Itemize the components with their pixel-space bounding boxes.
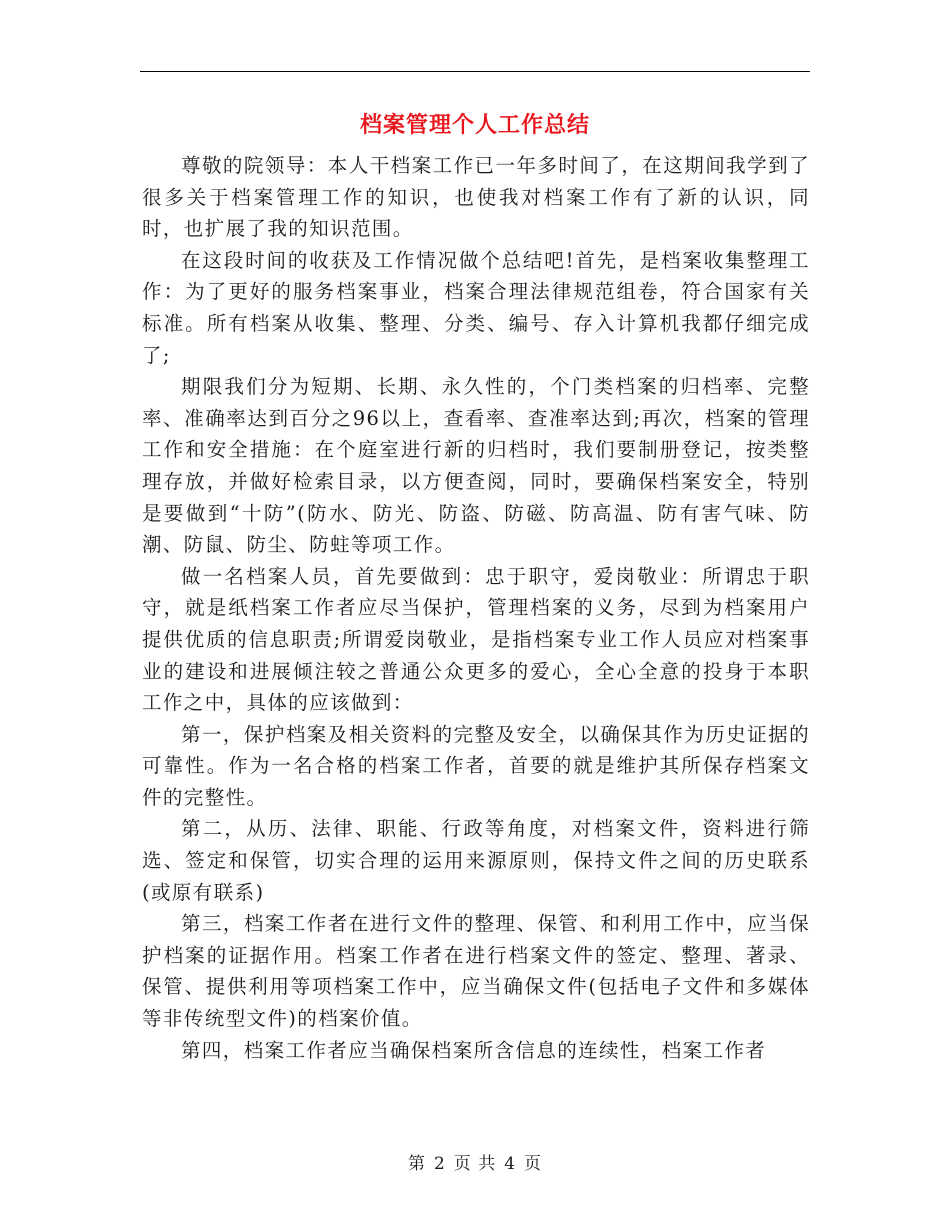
footer-prefix: 第 (407, 1154, 426, 1174)
paragraph: 期限我们分为短期、长期、永久性的，个门类档案的归档率、完整率、准确率达到百分之96以上，查看率、查准率达到;再次，档案的管理工作和安全措施：在个庭室进行新的归档时，我们要制册登记，按类整理存放，并做好检索目录，以方便查阅，同时，要确保档案安全，特别是要做到“十防”(防水、防光、防盗、防磁、防高温、防有害气味、防潮、防鼠、防尘、防蛀等项工作。 (142, 375, 810, 557)
paragraph: 尊敬的院领导：本人干档案工作已一年多时间了，在这期间我学到了很多关于档案管理工作的知识，也使我对档案工作有了新的认识，同时，也扩展了我的知识范围。 (142, 154, 810, 241)
paragraph: 第一，保护档案及相关资料的完整及安全，以确保其作为历史证据的可靠性。作为一名合格的档案工作者，首要的就是维护其所保存档案文件的完整性。 (142, 722, 810, 809)
paragraph: 第四，档案工作者应当确保档案所含信息的连续性，档案工作者 (181, 1038, 767, 1062)
document-title: 档案管理个人工作总结 (359, 112, 590, 138)
paragraph: 在这段时间的收获及工作情况做个总结吧!首先，是档案收集整理工作：为了更好的服务档案事业，档案合理法律规范组卷，符合国家有关标准。所有档案从收集、整理、分类、编号、存入计算机我都仔细完成了; (142, 248, 810, 367)
footer-total-pages: 4 (504, 1154, 517, 1174)
document-body (142, 150, 810, 1066)
page-footer (140, 1152, 810, 1176)
header-rule (140, 71, 810, 72)
footer-page-number: 2 (433, 1154, 446, 1174)
paragraph: 做一名档案人员，首先要做到：忠于职守，爱岗敬业：所谓忠于职守，就是纸档案工作者应尽当保护，管理档案的义务，尽到为档案用户提供优质的信息职责;所谓爱岗敬业，是指档案专业工作人员应对档案事业的建设和进展倾注较之普通公众更多的爱心，全心全意的投身于本职工作之中，具体的应该做到： (142, 564, 810, 715)
footer-suffix: 页 (524, 1154, 543, 1174)
paragraph: 第三，档案工作者在进行文件的整理、保管、和利用工作中，应当保护档案的证据作用。档案工作者在进行档案文件的签定、整理、著录、保管、提供利用等项档案工作中，应当确保文件(包括电子文件和多媒体等非传统型文件)的档案价值。 (142, 912, 810, 1031)
paragraph: 第二，从历、法律、职能、行政等角度，对档案文件，资料进行筛选、签定和保管，切实合理的运用来源原则，保持文件之间的历史联系(或原有联系) (142, 817, 810, 904)
footer-middle: 页 共 (453, 1154, 497, 1174)
